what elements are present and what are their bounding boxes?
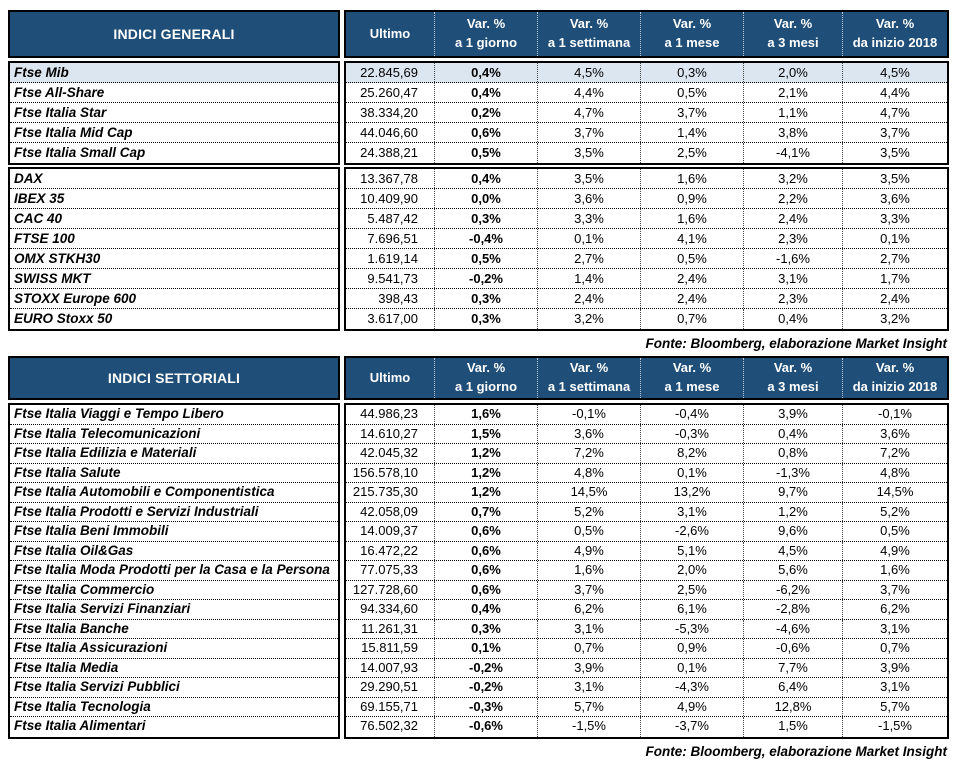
source-note: Fonte: Bloomberg, elaborazione Market Insight — [645, 743, 947, 759]
cell-var-da-inizio-2018: 0,1% — [842, 229, 947, 248]
header-line-top: Var. % — [773, 360, 813, 376]
cell-var-a-1-giorno: 0,6% — [434, 561, 537, 580]
table-row — [346, 581, 947, 601]
cell-var-a-1-mese: -2,6% — [640, 522, 743, 541]
cell-ultimo: 44.986,23 — [360, 406, 418, 421]
label-column — [8, 61, 340, 165]
table-body — [8, 61, 949, 331]
row-label: OMX STKH30 — [10, 249, 338, 269]
cell-var-a-1-settimana: 4,8% — [537, 464, 640, 483]
header-line-bottom: a 1 settimana — [547, 379, 631, 394]
header-line-bottom: a 1 settimana — [547, 35, 631, 50]
table-row — [346, 229, 947, 249]
cell-ultimo: 10.409,90 — [360, 191, 418, 206]
cell-var-a-1-settimana: 4,9% — [537, 542, 640, 561]
table-indici-generali — [8, 10, 949, 356]
cell-var-a-1-giorno: 0,4% — [434, 169, 537, 188]
cell-var-da-inizio-2018: 7,2% — [842, 444, 947, 463]
cell-var-a-1-giorno: 0,4% — [434, 83, 537, 102]
cell-var-a-1-settimana: 3,1% — [537, 678, 640, 697]
row-label: Ftse Italia Assicurazioni — [10, 639, 338, 659]
cell-var-da-inizio-2018: 3,3% — [842, 209, 947, 228]
cell-var-a-1-settimana: 3,7% — [537, 581, 640, 600]
cell-var-a-3-mesi: 3,9% — [743, 405, 842, 424]
table-row — [346, 103, 947, 123]
cell-ultimo: 1.619,14 — [367, 251, 418, 266]
cell-var-a-3-mesi: 0,4% — [743, 309, 842, 329]
cell-var-a-3-mesi: 2,3% — [743, 289, 842, 308]
cell-var-a-3-mesi: -2,8% — [743, 600, 842, 619]
cell-var-a-1-mese: 3,1% — [640, 503, 743, 522]
cell-var-a-3-mesi: 3,8% — [743, 123, 842, 142]
cell-var-a-1-giorno: -0,2% — [434, 659, 537, 678]
cell-var-a-1-giorno: -0,4% — [434, 229, 537, 248]
cell-var-a-1-giorno: 1,6% — [434, 405, 537, 424]
cell-ultimo: 44.046,60 — [360, 125, 418, 140]
table-row — [346, 483, 947, 503]
cell-var-a-1-giorno: 0,1% — [434, 639, 537, 658]
table-row — [346, 561, 947, 581]
column-header-a-3-mesi — [743, 358, 842, 398]
cell-var-a-1-mese: 4,1% — [640, 229, 743, 248]
header-line-top: Var. % — [672, 16, 712, 32]
cell-var-da-inizio-2018: 3,1% — [842, 678, 947, 697]
column-header-ultimo: Ultimo — [369, 25, 411, 41]
row-label: Ftse All-Share — [10, 83, 338, 103]
row-label: Ftse Italia Servizi Finanziari — [10, 600, 338, 620]
cell-var-a-1-mese: 6,1% — [640, 600, 743, 619]
cell-var-da-inizio-2018: 3,5% — [842, 169, 947, 188]
cell-ultimo: 5.487,42 — [367, 211, 418, 226]
row-label: Ftse Italia Banche — [10, 620, 338, 640]
cell-var-a-3-mesi: 5,6% — [743, 561, 842, 580]
cell-var-da-inizio-2018: 3,7% — [842, 581, 947, 600]
cell-var-a-1-giorno: 0,0% — [434, 189, 537, 208]
cell-var-a-3-mesi: -1,3% — [743, 464, 842, 483]
cell-var-a-1-giorno: 0,3% — [434, 309, 537, 329]
cell-ultimo: 13.367,78 — [360, 171, 418, 186]
row-label: STOXX Europe 600 — [10, 289, 338, 309]
row-label: Ftse Italia Commercio — [10, 581, 338, 601]
row-label: Ftse Italia Tecnologia — [10, 698, 338, 718]
header-line-bottom: a 1 giorno — [454, 35, 518, 50]
table-row — [346, 425, 947, 445]
table-row — [346, 143, 947, 163]
cell-var-a-3-mesi: 0,4% — [743, 425, 842, 444]
header-line-bottom: a 3 mesi — [767, 379, 819, 394]
cell-var-a-1-settimana: 1,4% — [537, 269, 640, 288]
column-header-ultimo: Ultimo — [369, 369, 411, 385]
table-row — [346, 405, 947, 425]
column-header-a-1-mese — [640, 12, 743, 56]
cell-var-a-1-mese: 0,5% — [640, 249, 743, 268]
cell-var-a-1-settimana: 3,3% — [537, 209, 640, 228]
column-header-da-inizio-2018 — [842, 358, 947, 398]
row-label: Ftse Italia Prodotti e Servizi Industriali — [10, 503, 338, 523]
row-label: Ftse Italia Oil&Gas — [10, 542, 338, 562]
row-label: Ftse Italia Telecomunicazioni — [10, 425, 338, 445]
cell-var-a-1-settimana: 3,5% — [537, 169, 640, 188]
cell-ultimo: 14.007,93 — [360, 659, 418, 675]
cell-var-a-3-mesi: 7,7% — [743, 659, 842, 678]
column-header-a-1-giorno — [434, 358, 537, 398]
cell-var-a-3-mesi: 9,7% — [743, 483, 842, 502]
cell-var-da-inizio-2018: -0,1% — [842, 405, 947, 424]
row-label: Ftse Italia Salute — [10, 464, 338, 484]
cell-var-a-1-settimana: -1,5% — [537, 717, 640, 737]
cell-var-a-3-mesi: 2,4% — [743, 209, 842, 228]
cell-ultimo: 29.290,51 — [360, 679, 418, 694]
cell-var-da-inizio-2018: 3,2% — [842, 309, 947, 329]
cell-var-a-3-mesi: -4,1% — [743, 143, 842, 163]
cell-var-a-3-mesi: 3,1% — [743, 269, 842, 288]
table-row — [346, 698, 947, 718]
numbers-column — [344, 167, 949, 331]
cell-var-a-1-mese: -5,3% — [640, 620, 743, 639]
numbers-column — [344, 403, 949, 739]
cell-var-a-1-mese: 1,6% — [640, 209, 743, 228]
cell-var-da-inizio-2018: 5,7% — [842, 698, 947, 717]
cell-var-da-inizio-2018: 3,6% — [842, 425, 947, 444]
cell-var-da-inizio-2018: 4,8% — [842, 464, 947, 483]
header-line-top: Var. % — [773, 16, 813, 32]
cell-var-a-1-mese: 0,1% — [640, 659, 743, 678]
cell-var-a-1-settimana: 6,2% — [537, 600, 640, 619]
cell-ultimo: 127.728,60 — [352, 581, 418, 597]
header-line-top: Var. % — [466, 360, 506, 376]
cell-var-a-1-mese: 0,9% — [640, 639, 743, 658]
cell-var-a-1-settimana: 3,2% — [537, 309, 640, 329]
cell-var-a-1-settimana: 3,7% — [537, 123, 640, 142]
row-label: Ftse Mib — [10, 63, 338, 83]
cell-var-da-inizio-2018: 3,5% — [842, 143, 947, 163]
cell-var-da-inizio-2018: 3,9% — [842, 659, 947, 678]
table-row — [346, 209, 947, 229]
cell-var-a-1-giorno: -0,2% — [434, 269, 537, 288]
header-line-top: Var. % — [875, 16, 915, 32]
cell-var-da-inizio-2018: -1,5% — [842, 717, 947, 737]
cell-var-a-1-giorno: 1,2% — [434, 444, 537, 463]
header-line-bottom: da inizio 2018 — [852, 35, 938, 50]
cell-var-a-3-mesi: 2,3% — [743, 229, 842, 248]
cell-var-a-1-giorno: 0,3% — [434, 209, 537, 228]
cell-var-a-1-giorno: 0,6% — [434, 542, 537, 561]
header-line-top: Var. % — [466, 16, 506, 32]
column-headers — [344, 10, 949, 58]
cell-var-a-1-mese: -4,3% — [640, 678, 743, 697]
cell-var-a-1-giorno: 0,7% — [434, 503, 537, 522]
label-column — [8, 403, 340, 739]
cell-var-da-inizio-2018: 4,5% — [842, 63, 947, 82]
row-label: Ftse Italia Viaggi e Tempo Libero — [10, 405, 338, 425]
cell-ultimo: 7.696,51 — [367, 231, 418, 246]
cell-var-a-1-settimana: 0,5% — [537, 522, 640, 541]
header-line-top: Var. % — [672, 360, 712, 376]
cell-var-a-1-giorno: 0,6% — [434, 581, 537, 600]
cell-var-a-3-mesi: 12,8% — [743, 698, 842, 717]
cell-ultimo: 16.472,22 — [360, 542, 418, 558]
cell-var-a-1-mese: 8,2% — [640, 444, 743, 463]
cell-ultimo: 15.811,59 — [361, 640, 418, 655]
cell-ultimo: 42.058,09 — [360, 503, 418, 519]
table-body — [8, 403, 949, 739]
cell-ultimo: 76.502,32 — [360, 718, 418, 733]
cell-var-a-1-settimana: 4,7% — [537, 103, 640, 122]
cell-var-da-inizio-2018: 2,4% — [842, 289, 947, 308]
header-line-top: Var. % — [569, 360, 609, 376]
cell-var-da-inizio-2018: 5,2% — [842, 503, 947, 522]
cell-var-a-1-mese: 1,4% — [640, 123, 743, 142]
table-row — [346, 189, 947, 209]
cell-ultimo: 25.260,47 — [360, 85, 418, 100]
cell-var-a-3-mesi: -1,6% — [743, 249, 842, 268]
cell-ultimo: 22.845,69 — [360, 65, 418, 80]
cell-var-a-1-settimana: 0,1% — [537, 229, 640, 248]
cell-var-a-3-mesi: 1,5% — [743, 717, 842, 737]
header-line-bottom: da inizio 2018 — [852, 379, 938, 394]
cell-ultimo: 398,43 — [378, 291, 418, 306]
column-header-da-inizio-2018 — [842, 12, 947, 56]
cell-var-a-1-mese: -0,4% — [640, 405, 743, 424]
header-line-bottom: a 3 mesi — [767, 35, 819, 50]
cell-var-a-3-mesi: -0,6% — [743, 639, 842, 658]
label-column — [8, 167, 340, 331]
cell-var-a-1-settimana: 3,9% — [537, 659, 640, 678]
cell-var-da-inizio-2018: 1,6% — [842, 561, 947, 580]
table-row — [346, 444, 947, 464]
row-label: SWISS MKT — [10, 269, 338, 289]
cell-var-a-3-mesi: -6,2% — [743, 581, 842, 600]
cell-var-a-1-mese: 5,1% — [640, 542, 743, 561]
row-label: Ftse Italia Star — [10, 103, 338, 123]
cell-ultimo: 77.075,33 — [360, 562, 418, 577]
cell-var-a-1-mese: -0,3% — [640, 425, 743, 444]
column-header-a-1-settimana — [537, 12, 640, 56]
column-header-a-3-mesi — [743, 12, 842, 56]
table-row — [346, 717, 947, 737]
cell-var-a-1-giorno: 0,3% — [434, 620, 537, 639]
cell-var-a-3-mesi: 1,1% — [743, 103, 842, 122]
row-label: Ftse Italia Servizi Pubblici — [10, 678, 338, 698]
cell-ultimo: 9.541,73 — [367, 271, 418, 286]
cell-var-a-1-mese: 2,4% — [640, 289, 743, 308]
cell-var-da-inizio-2018: 6,2% — [842, 600, 947, 619]
cell-var-a-1-giorno: 0,6% — [434, 123, 537, 142]
table-title: INDICI SETTORIALI — [8, 356, 340, 400]
cell-var-a-1-mese: 2,5% — [640, 581, 743, 600]
cell-var-a-1-giorno: 1,2% — [434, 483, 537, 502]
cell-var-da-inizio-2018: 2,7% — [842, 249, 947, 268]
cell-var-a-3-mesi: 3,2% — [743, 169, 842, 188]
cell-var-a-3-mesi: 2,0% — [743, 63, 842, 82]
cell-var-a-1-settimana: 14,5% — [537, 483, 640, 502]
row-label: Ftse Italia Automobili e Componentistica — [10, 483, 338, 503]
table-row — [346, 639, 947, 659]
cell-var-a-1-mese: 0,5% — [640, 83, 743, 102]
row-label: Ftse Italia Beni Immobili — [10, 522, 338, 542]
cell-var-a-1-giorno: 0,5% — [434, 249, 537, 268]
cell-var-da-inizio-2018: 3,7% — [842, 123, 947, 142]
cell-var-a-1-mese: 2,4% — [640, 269, 743, 288]
row-group — [8, 403, 949, 739]
header-line-bottom: a 1 giorno — [454, 379, 518, 394]
table-row — [346, 309, 947, 329]
row-group — [8, 61, 949, 165]
table-row — [346, 123, 947, 143]
table-header — [8, 10, 949, 58]
table-row — [346, 269, 947, 289]
cell-var-a-1-settimana: 5,2% — [537, 503, 640, 522]
row-label: Ftse Italia Media — [10, 659, 338, 679]
cell-ultimo: 42.045,32 — [360, 445, 418, 460]
cell-var-a-1-settimana: 2,4% — [537, 289, 640, 308]
cell-ultimo: 14.610,27 — [360, 425, 418, 441]
numbers-column — [344, 61, 949, 165]
table-row — [346, 169, 947, 189]
cell-var-a-1-mese: 1,6% — [640, 169, 743, 188]
row-group — [8, 167, 949, 331]
table-row — [346, 503, 947, 523]
cell-var-a-1-mese: 0,3% — [640, 63, 743, 82]
cell-var-da-inizio-2018: 3,1% — [842, 620, 947, 639]
cell-var-da-inizio-2018: 4,9% — [842, 542, 947, 561]
header-line-top: Var. % — [875, 360, 915, 376]
cell-ultimo: 24.388,21 — [360, 145, 418, 160]
cell-var-a-1-settimana: 5,7% — [537, 698, 640, 717]
cell-var-a-1-settimana: 2,7% — [537, 249, 640, 268]
row-label: Ftse Italia Alimentari — [14, 718, 146, 733]
cell-var-a-1-giorno: 0,4% — [434, 600, 537, 619]
table-row — [346, 600, 947, 620]
cell-ultimo: 94.334,60 — [360, 601, 418, 616]
cell-var-a-1-giorno: -0,2% — [434, 678, 537, 697]
cell-var-a-3-mesi: 1,2% — [743, 503, 842, 522]
header-line-bottom: a 1 mese — [664, 379, 720, 394]
source-note: Fonte: Bloomberg, elaborazione Market Insight — [645, 336, 947, 351]
cell-var-a-1-settimana: 1,6% — [537, 561, 640, 580]
cell-var-a-1-mese: 3,7% — [640, 103, 743, 122]
cell-var-da-inizio-2018: 0,5% — [842, 522, 947, 541]
table-indici-settoriali — [8, 356, 949, 764]
cell-var-a-3-mesi: 6,4% — [743, 678, 842, 697]
table-row — [346, 83, 947, 103]
row-label: CAC 40 — [10, 209, 338, 229]
table-row — [346, 620, 947, 640]
cell-var-a-3-mesi: 4,5% — [743, 542, 842, 561]
table-row — [346, 63, 947, 83]
cell-ultimo: 3.617,00 — [367, 311, 418, 326]
table-row — [346, 542, 947, 562]
header-line-bottom: a 1 mese — [664, 35, 720, 50]
column-header-a-1-settimana — [537, 358, 640, 398]
row-label: Ftse Italia Small Cap — [14, 145, 146, 160]
cell-ultimo: 14.009,37 — [360, 523, 418, 538]
table-row — [346, 522, 947, 542]
cell-var-a-1-giorno: 0,3% — [434, 289, 537, 308]
cell-ultimo: 69.155,71 — [360, 698, 418, 714]
cell-ultimo: 11.261,31 — [361, 620, 418, 636]
cell-var-a-1-mese: -3,7% — [640, 717, 743, 737]
cell-var-da-inizio-2018: 3,6% — [842, 189, 947, 208]
cell-var-a-1-mese: 4,9% — [640, 698, 743, 717]
cell-var-a-1-settimana: 3,1% — [537, 620, 640, 639]
cell-var-a-1-settimana: 3,5% — [537, 143, 640, 163]
table-row — [346, 249, 947, 269]
cell-var-a-3-mesi: 2,1% — [743, 83, 842, 102]
cell-var-da-inizio-2018: 1,7% — [842, 269, 947, 288]
cell-var-a-1-giorno: -0,6% — [434, 717, 537, 737]
cell-var-a-1-mese: 0,9% — [640, 189, 743, 208]
cell-var-a-1-mese: 2,5% — [640, 143, 743, 163]
cell-var-a-1-settimana: 4,4% — [537, 83, 640, 102]
row-label: FTSE 100 — [10, 229, 338, 249]
cell-var-a-1-settimana: -0,1% — [537, 405, 640, 424]
cell-var-a-3-mesi: 2,2% — [743, 189, 842, 208]
cell-var-a-1-settimana: 3,6% — [537, 189, 640, 208]
cell-var-da-inizio-2018: 14,5% — [842, 483, 947, 502]
cell-var-da-inizio-2018: 0,7% — [842, 639, 947, 658]
cell-var-a-1-giorno: 1,2% — [434, 464, 537, 483]
cell-var-da-inizio-2018: 4,4% — [842, 83, 947, 102]
cell-var-a-1-giorno: 0,5% — [434, 143, 537, 163]
table-row — [346, 678, 947, 698]
table-header — [8, 356, 949, 400]
table-row — [346, 659, 947, 679]
table-row — [346, 464, 947, 484]
row-label: DAX — [10, 169, 338, 189]
column-header-a-1-giorno — [434, 12, 537, 56]
cell-ultimo: 38.334,20 — [360, 105, 418, 120]
cell-var-a-1-settimana: 0,7% — [537, 639, 640, 658]
cell-ultimo: 156.578,10 — [352, 464, 418, 480]
cell-var-a-3-mesi: 0,8% — [743, 444, 842, 463]
cell-var-a-1-giorno: 1,5% — [434, 425, 537, 444]
cell-var-a-1-mese: 0,1% — [640, 464, 743, 483]
row-label: IBEX 35 — [10, 189, 338, 209]
column-header-a-1-mese — [640, 358, 743, 398]
cell-var-a-1-mese: 0,7% — [640, 309, 743, 329]
row-label: Ftse Italia Edilizia e Materiali — [10, 444, 338, 464]
cell-ultimo: 215.735,30 — [352, 484, 418, 499]
row-label: Ftse Italia Moda Prodotti per la Casa e la Persona — [10, 561, 338, 581]
cell-var-a-1-giorno: 0,4% — [434, 63, 537, 82]
cell-var-a-1-giorno: -0,3% — [434, 698, 537, 717]
cell-var-a-1-mese: 13,2% — [640, 483, 743, 502]
cell-var-a-1-settimana: 7,2% — [537, 444, 640, 463]
header-line-top: Var. % — [569, 16, 609, 32]
table-title: INDICI GENERALI — [8, 10, 340, 58]
cell-var-a-1-settimana: 3,6% — [537, 425, 640, 444]
row-label: EURO Stoxx 50 — [14, 311, 113, 326]
table-row — [346, 289, 947, 309]
cell-var-a-1-giorno: 0,6% — [434, 522, 537, 541]
cell-var-a-3-mesi: -4,6% — [743, 620, 842, 639]
cell-var-a-1-settimana: 4,5% — [537, 63, 640, 82]
cell-var-a-1-giorno: 0,2% — [434, 103, 537, 122]
column-headers — [344, 356, 949, 400]
cell-var-a-1-mese: 2,0% — [640, 561, 743, 580]
cell-var-a-3-mesi: 9,6% — [743, 522, 842, 541]
row-label: Ftse Italia Mid Cap — [10, 123, 338, 143]
cell-var-da-inizio-2018: 4,7% — [842, 103, 947, 122]
